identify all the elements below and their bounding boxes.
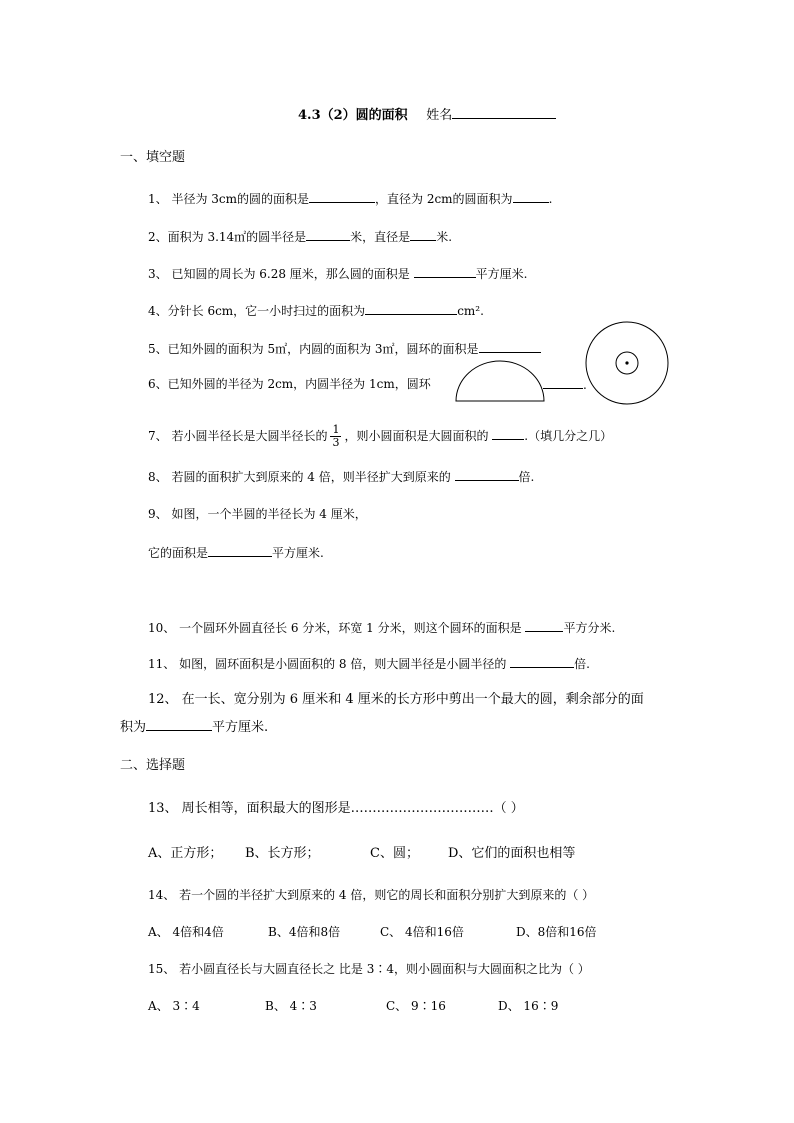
q14-option-d[interactable]: D、8倍和16倍 bbox=[516, 925, 597, 939]
question-12: 12、 在一长、宽分别为 6 厘米和 4 厘米的长方形中剪出一个最大的圆，剩余部分的面 bbox=[148, 692, 644, 707]
q6-text-c: . bbox=[583, 378, 587, 392]
q5-blank-1[interactable] bbox=[479, 340, 541, 353]
section-heading-fill-in: 一、填空题 bbox=[120, 150, 186, 165]
question-7 bbox=[148, 424, 612, 449]
q7-text-b: ，则小圆面积是大圆面积的 bbox=[344, 429, 493, 443]
q13-option-b[interactable]: B、长方形； bbox=[245, 846, 320, 861]
q6-blank-1[interactable] bbox=[543, 376, 583, 389]
q1-text-a: 1、 半径为 3cm的圆的面积是 bbox=[148, 192, 309, 206]
q9-blank-1[interactable] bbox=[208, 544, 272, 557]
name-label: 姓名 bbox=[426, 108, 453, 123]
question-15: 15、 若小圆直径长与大圆直径长之 比是 3∶4，则小圆面积与大圆面积之比为（ ） bbox=[148, 962, 590, 976]
question-3 bbox=[148, 265, 527, 282]
q14-option-c[interactable]: C、 4倍和16倍 bbox=[380, 925, 464, 939]
q7-blank-1[interactable] bbox=[492, 427, 524, 440]
q15-option-a[interactable]: A、 3∶4 bbox=[148, 999, 200, 1013]
q13-option-c[interactable]: C、圆； bbox=[370, 846, 419, 861]
section-heading-multiple-choice: 二、选择题 bbox=[120, 758, 186, 773]
q12-text-c: 平方厘米. bbox=[212, 720, 269, 735]
question-14: 14、 若一个圆的半径扩大到原来的 4 倍，则它的周长和面积分别扩大到原来的（ ） bbox=[148, 888, 595, 902]
question-1 bbox=[148, 190, 552, 207]
q12-blank-1[interactable] bbox=[146, 718, 212, 731]
q1-text-c: . bbox=[548, 192, 553, 206]
fraction-numerator: 1 bbox=[332, 423, 340, 436]
q10-text-a: 10、 一个圆环外圆直径长 6 分米，环宽 1 分米，则这个圆环的面积是 bbox=[148, 621, 526, 635]
question-9: 9、 如图，一个半圆的半径长为 4 厘米， bbox=[148, 507, 367, 521]
q4-text-a: 4、分针长 6cm，它一小时扫过的面积为 bbox=[148, 304, 366, 318]
question-8 bbox=[148, 468, 534, 485]
q1-blank-1[interactable] bbox=[309, 190, 375, 203]
page-title bbox=[298, 106, 556, 124]
q2-text-b: 米，直径是 bbox=[350, 230, 411, 244]
q14-option-b[interactable]: B、4倍和8倍 bbox=[268, 925, 341, 939]
fraction-denominator: 3 bbox=[332, 436, 340, 449]
question-10 bbox=[148, 619, 615, 636]
q9-text-c: 平方厘米. bbox=[272, 546, 324, 560]
q11-blank-1[interactable] bbox=[510, 655, 574, 668]
question-2 bbox=[148, 228, 452, 245]
q15-option-c[interactable]: C、 9∶16 bbox=[386, 999, 446, 1013]
question-12-continued bbox=[120, 718, 268, 736]
q10-blank-1[interactable] bbox=[525, 619, 563, 632]
q7-text-a: 7、 若小圆半径长是大圆半径长的 bbox=[148, 429, 328, 443]
q2-text-a: 2、面积为 3.14㎡的圆半径是 bbox=[148, 230, 307, 244]
q8-text-b: 倍. bbox=[518, 470, 535, 484]
q14-option-a[interactable]: A、 4倍和4倍 bbox=[148, 925, 224, 939]
annulus-figure bbox=[584, 320, 670, 406]
q11-text-b: 倍. bbox=[574, 657, 590, 671]
semicircle-figure bbox=[453, 358, 547, 404]
question-5 bbox=[148, 340, 541, 357]
question-6 bbox=[148, 376, 431, 392]
question-13: 13、 周长相等，面积最大的图形是……………………………（ ） bbox=[148, 801, 524, 816]
question-6-tail bbox=[543, 376, 587, 393]
q7-text-c: .（填几分之几） bbox=[524, 429, 613, 443]
q11-text-a: 11、 如图，圆环面积是小圆面积的 8 倍，则大圆半径是小圆半径的 bbox=[148, 657, 511, 671]
q2-blank-1[interactable] bbox=[306, 228, 350, 241]
q2-text-c: 米. bbox=[436, 230, 453, 244]
q6-text-a: 6、已知外圆的半径为 2cm，内圆半径为 1cm，圆环 bbox=[148, 377, 431, 391]
q15-option-d[interactable]: D、 16∶9 bbox=[498, 999, 559, 1013]
q3-blank-1[interactable] bbox=[414, 265, 476, 278]
q8-blank-1[interactable] bbox=[455, 468, 519, 481]
q5-text-a: 5、已知外圆的面积为 5㎡，内圆的面积为 3㎡，圆环的面积是 bbox=[148, 342, 479, 356]
q1-blank-2[interactable] bbox=[513, 190, 549, 203]
q3-text-a: 3、 已知圆的周长为 6.28 厘米，那么圆的面积是 bbox=[148, 267, 414, 281]
q13-option-d[interactable]: D、它们的面积也相等 bbox=[448, 846, 576, 861]
name-blank[interactable] bbox=[452, 106, 556, 119]
q9-text-b: 它的面积是 bbox=[148, 546, 209, 560]
q3-text-b: 平方厘米. bbox=[475, 267, 528, 281]
question-9-answer bbox=[148, 544, 324, 561]
q7-fraction bbox=[330, 424, 341, 449]
q12-text-b: 积为 bbox=[120, 720, 147, 735]
q15-option-b[interactable]: B、 4∶3 bbox=[265, 999, 317, 1013]
q8-text-a: 8、 若圆的面积扩大到原来的 4 倍，则半径扩大到原来的 bbox=[148, 470, 455, 484]
q1-text-b: ，直径为 2cm的圆面积为 bbox=[375, 192, 513, 206]
q13-option-a[interactable]: A、正方形； bbox=[148, 846, 223, 861]
q2-blank-2[interactable] bbox=[410, 228, 436, 241]
question-11 bbox=[148, 655, 590, 672]
q4-text-b: cm². bbox=[457, 304, 484, 318]
q10-text-b: 平方分米. bbox=[563, 621, 616, 635]
q4-blank-1[interactable] bbox=[365, 302, 457, 315]
question-4 bbox=[148, 302, 484, 319]
title-text: 4.3（2）圆的面积 bbox=[298, 108, 408, 123]
